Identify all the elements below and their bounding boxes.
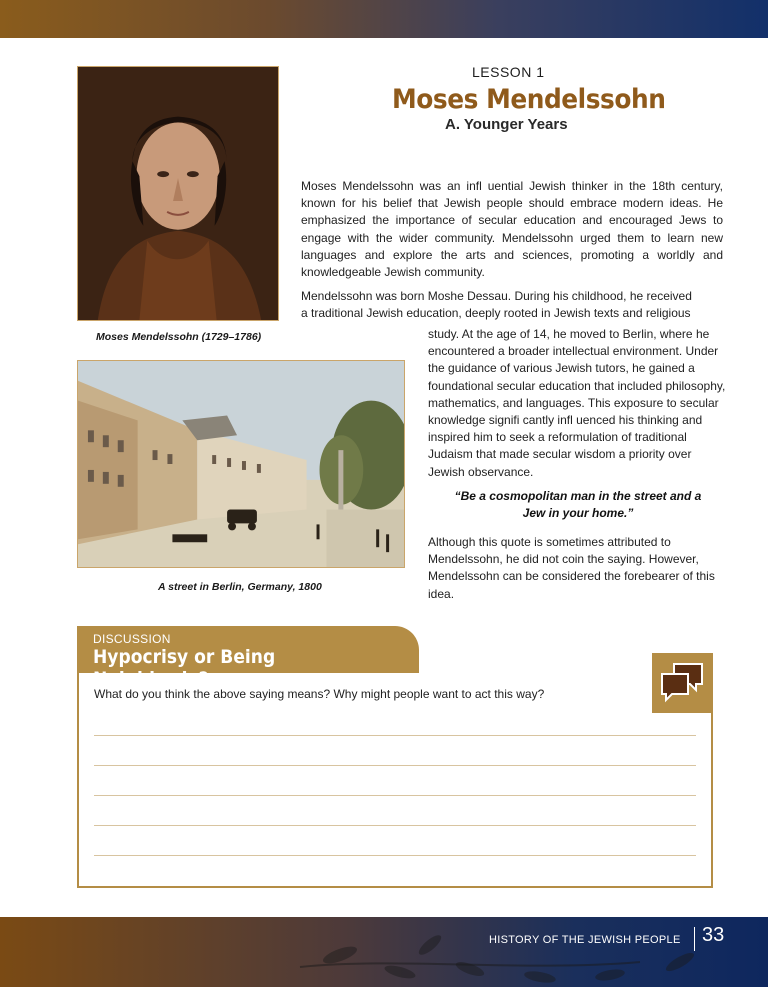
street-caption: A street in Berlin, Germany, 1800: [158, 581, 322, 593]
portrait-caption: Moses Mendelssohn (1729–1786): [96, 331, 262, 343]
answer-line[interactable]: [94, 795, 696, 796]
page-title: Moses Mendelssohn: [392, 84, 666, 115]
quote-line: “Be a cosmopolitan man in the street and a: [454, 489, 702, 503]
discussion-header-tab: [77, 626, 419, 690]
pull-quote: [428, 488, 728, 522]
top-header-band: [0, 0, 768, 38]
paragraph-intro: Moses Mendelssohn was an infl uential Jewish thinker in the 18th century, known for his belief that Jewish people should embrace modern ideas. He emphasized the importance of secular education and encouraged Jews to engage with the wider community. Mendelssohn urged them to learn new languages and explore the arts and sciences, promoting a worldly and knowledgeable Jewish community.: [301, 179, 723, 280]
berlin-street-image: [77, 360, 405, 568]
answer-line[interactable]: [94, 765, 696, 766]
section-subtitle: A. Younger Years: [445, 116, 568, 133]
paragraph-early-life: study. At the age of 14, he moved to Berlin, where he encountered a broader intellectual environment. Under the guidance of various Jewish tutors, he gained a foundational secular education that included philosophy, mathematics, and languages. This exposure to secular knowledge signifi cantly infl uenced his thinking and inspired him to seek a reformulation of traditional Judaism that made secular wisdom a priority over Jewish observance.: [428, 327, 726, 479]
paragraph-line: a traditional Jewish education, deeply rooted in Jewish texts and religious: [301, 306, 691, 321]
street-illustration: [78, 361, 404, 567]
page-footer: [0, 917, 768, 987]
answer-line[interactable]: [94, 825, 696, 826]
answer-line[interactable]: [94, 735, 696, 736]
portrait-image: [77, 66, 279, 321]
book-title: HISTORY OF THE JEWISH PEOPLE: [489, 934, 681, 946]
olive-branch-decoration: [0, 917, 768, 987]
paragraph-quote-attribution: Although this quote is sometimes attributed to Mendelssohn, he did not coin the saying. However, Mendelssohn can be considered the forebearer of this idea.: [428, 535, 715, 601]
discussion-icon-box: [652, 653, 713, 713]
speech-bubbles-icon: [660, 662, 704, 704]
quote-line: Jew in your home.”: [522, 506, 634, 520]
paragraph-early-life-lead: [301, 288, 723, 322]
discussion-prompt: What do you think the above saying means? Why might people want to act this way?: [94, 687, 545, 701]
footer-divider: [694, 927, 695, 951]
portrait-illustration: [78, 67, 278, 320]
paragraph-line: Mendelssohn was born Moshe Dessau. During his childhood, he received: [301, 289, 692, 303]
discussion-title: Hypocrisy or Being Neighborly?: [93, 646, 276, 690]
lesson-label: LESSON 1: [472, 64, 545, 80]
page-number: 33: [702, 924, 725, 946]
discussion-label: DISCUSSION: [93, 632, 171, 646]
answer-line[interactable]: [94, 855, 696, 856]
